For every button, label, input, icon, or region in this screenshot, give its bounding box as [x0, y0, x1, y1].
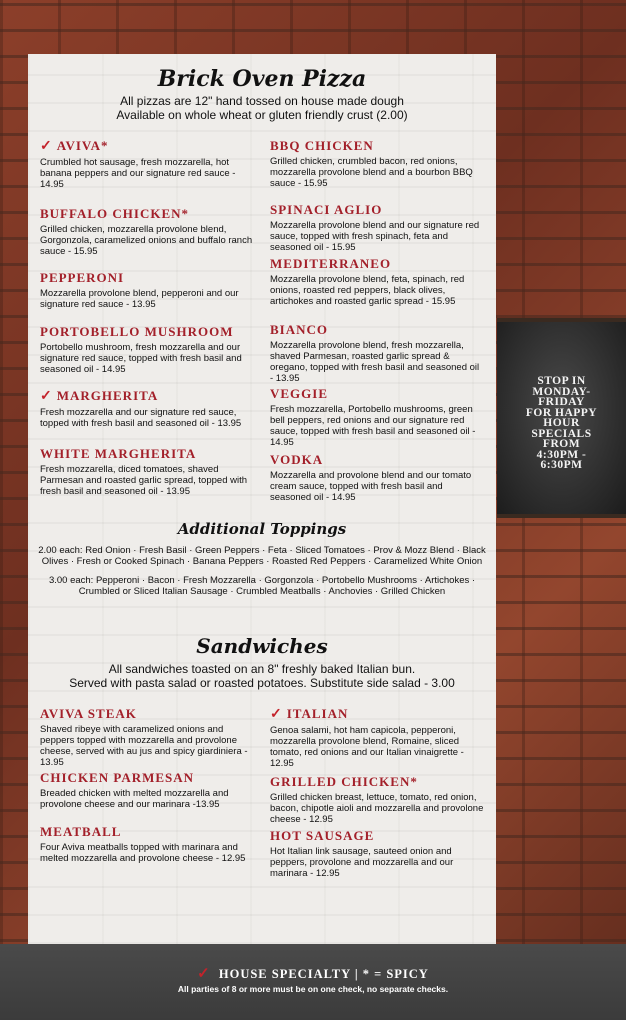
item-description: Grilled chicken, mozzarella provolone blend, Gorgonzola, caramelized onions and buffalo ranch sauce - 15.95	[40, 224, 253, 257]
house-specialty-check-icon: ✓	[270, 707, 283, 722]
item-description: Mozzarella and provolone blend and our tomato cream sauce, topped with fresh basil and seasoned oil - 14.95	[270, 470, 472, 503]
happy-hour-line: MONDAY-	[532, 385, 591, 398]
menu-item	[40, 138, 254, 190]
item-name: ✓ AVIVA*	[40, 138, 109, 154]
toppings-title: Additional Toppings	[177, 520, 347, 538]
item-description: Grilled chicken, crumbled bacon, red onions, mozzarella provolone blend and a bourbon BBQ sauce - 15.95	[270, 156, 473, 189]
menu-panel	[28, 54, 496, 944]
item-description: Fresh mozzarella and our signature red sauce, topped with fresh basil and seasoned oil - 13.95	[40, 407, 242, 429]
legend-text: HOUSE SPECIALTY | * = SPICY	[218, 967, 429, 981]
menu-item	[270, 706, 484, 769]
item-name: VEGGIE	[270, 386, 329, 401]
happy-hour-line: FROM	[542, 438, 581, 450]
item-name: PORTOBELLO MUSHROOM	[40, 324, 234, 339]
pizza-subtitle-1: All pizzas are 12" hand tossed on house made dough	[120, 94, 404, 108]
item-name: BUFFALO CHICKEN*	[40, 206, 190, 221]
item-description: Hot Italian link sausage, sauteed onion and peppers, provolone and mozzarella and our marinara - 12.95	[270, 846, 454, 879]
item-description: Breaded chicken with melted mozzarella and provolone cheese and our marinara -13.95	[40, 788, 229, 810]
item-name: CHICKEN PARMESAN	[40, 770, 195, 785]
item-description: Fresh mozzarella, Portobello mushrooms, green bell peppers, red onions and our signature red sauce, topped with fresh basil and seasoned oil - 14.95	[270, 404, 476, 448]
item-name: MEATBALL	[40, 824, 122, 839]
pizza-subtitle-2: Available on whole wheat or gluten friendly crust (2.00)	[116, 108, 408, 122]
menu-item	[40, 206, 254, 257]
menu-item	[40, 270, 254, 310]
happy-hour-line: FRIDAY	[538, 396, 585, 408]
sandwiches-section-title: Sandwiches	[196, 634, 328, 658]
item-description: Portobello mushroom, fresh mozzarella and our signature red sauce, topped with fresh basil and seasoned oil - 14.95	[40, 342, 242, 375]
menu-item	[40, 770, 254, 810]
happy-hour-chalkboard	[497, 318, 626, 518]
menu-item	[270, 386, 484, 448]
menu-item	[40, 706, 254, 768]
happy-hour-line: STOP IN	[537, 375, 586, 387]
menu-item	[40, 446, 254, 497]
menu-item	[270, 452, 484, 503]
item-description: Fresh mozzarella, diced tomatoes, shaved Parmesan and roasted garlic spread, topped with fresh basil and seasoned oil - 13.95	[40, 464, 248, 497]
menu-item	[40, 388, 254, 429]
item-description: Four Aviva meatballs topped with marinara and melted mozzarella and provolone cheese - 12.95	[40, 842, 246, 864]
sandwiches-subtitle-2: Served with pasta salad or roasted potatoes. Substitute side salad - 3.00	[69, 676, 455, 690]
house-specialty-check-icon: ✓	[40, 139, 53, 154]
item-name: AVIVA STEAK	[40, 706, 137, 721]
item-name: ✓ MARGHERITA	[40, 388, 159, 404]
menu-item	[270, 322, 484, 384]
menu-item	[270, 202, 484, 253]
item-name: MEDITERRANEO	[270, 256, 392, 271]
menu-item	[270, 774, 484, 825]
pizza-section-title: Brick Oven Pizza	[157, 66, 367, 92]
item-name: SPINACI AGLIO	[270, 202, 383, 217]
item-description: Mozzarella provolone blend and our signature red sauce, topped with fresh spinach, feta and seasoned oil - 15.95	[270, 220, 480, 253]
item-name: BBQ CHICKEN	[270, 138, 374, 153]
item-description: Grilled chicken breast, lettuce, tomato, red onion, bacon, chipotle aioli and mozzarella and provolone cheese - 12.95	[270, 792, 484, 825]
menu-item	[40, 824, 254, 864]
toppings-200: 2.00 each: Red Onion · Fresh Basil · Green Peppers · Feta · Sliced Tomatoes · Prov & Mozz Blend · Black Olives · Fresh or Cooked Spinach · Banana Peppers · Roasted Red Peppers · Caramelized White Onion	[38, 545, 486, 567]
happy-hour-line: 4:30PM -	[536, 448, 587, 461]
item-description: Mozzarella provolone blend, fresh mozzarella, shaved Parmesan, roasted garlic spread & oregano, topped with fresh basil and seasoned oil - 13.95	[270, 340, 480, 384]
menu-item	[270, 256, 484, 307]
item-name: HOT SAUSAGE	[270, 828, 375, 843]
happy-hour-line: SPECIALS	[531, 427, 592, 440]
item-name: PEPPERONI	[40, 270, 125, 285]
item-description: Crumbled hot sausage, fresh mozzarella, hot banana peppers and our signature red sauce - 14.95	[40, 157, 236, 190]
footer-bar	[0, 944, 626, 1020]
item-name: GRILLED CHICKEN*	[270, 774, 418, 789]
happy-hour-line: FOR HAPPY	[525, 406, 598, 419]
item-description: Mozzarella provolone blend, feta, spinach, red onions, roasted red peppers, black olives, artichokes and roasted garlic spread - 15.95	[270, 274, 465, 307]
happy-hour-text	[497, 376, 626, 471]
happy-hour-line: HOUR	[543, 417, 580, 429]
footer-note: All parties of 8 or more must be on one check, no separate checks.	[177, 984, 449, 994]
house-specialty-check-icon: ✓	[40, 389, 53, 404]
item-name: ✓ ITALIAN	[270, 706, 349, 722]
item-name: WHITE MARGHERITA	[40, 446, 197, 461]
house-specialty-check-icon: ✓	[197, 966, 211, 982]
footer-legend	[0, 964, 626, 983]
item-name: BIANCO	[270, 322, 329, 337]
sandwiches-subtitle-1: All sandwiches toasted on an 8" freshly baked Italian bun.	[108, 662, 416, 676]
happy-hour-line: 6:30PM	[540, 459, 583, 471]
item-description: Shaved ribeye with caramelized onions and peppers topped with mozzarella and provolone cheese, served with au jus and spicy giardiniera - 13.95	[40, 724, 248, 768]
menu-item	[270, 138, 484, 189]
toppings-300: 3.00 each: Pepperoni · Bacon · Fresh Mozzarella · Gorgonzola · Portobello Mushrooms · Artichokes · Crumbled or Sliced Italian Sausage · Crumbled Meatballs · Anchovies · Grilled Chicken	[48, 575, 476, 597]
menu-item	[40, 324, 254, 375]
item-name: VODKA	[270, 452, 324, 467]
item-description: Genoa salami, hot ham capicola, pepperoni, mozzarella provolone blend, Romaine, sliced tomato, red onions and our Italian vinaigrette - 12.95	[270, 725, 464, 769]
menu-item	[270, 828, 484, 879]
item-description: Mozzarella provolone blend, pepperoni and our signature red sauce - 13.95	[40, 288, 239, 310]
